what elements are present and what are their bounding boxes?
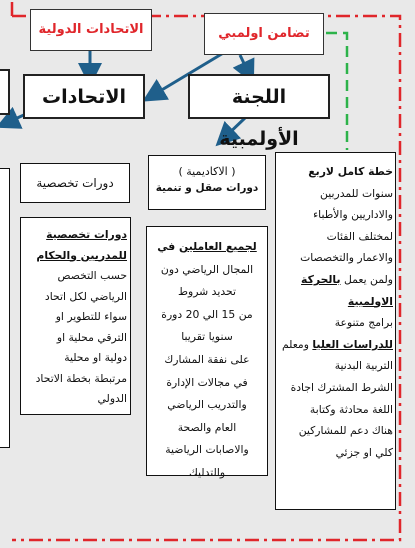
left-line-1: حسب التخصص — [57, 269, 127, 282]
specialized-courses-label: دورات تخصصية — [36, 176, 114, 190]
left-line-4: الترقي محلية او — [56, 330, 127, 344]
right-line-5b: بالحركة — [301, 272, 341, 286]
mid-line-8: العام والصحة — [177, 420, 237, 434]
olympic-committee-label: اللجنة الأولمبية — [219, 86, 299, 150]
right-line-4: والاعمار والتخصصات — [300, 251, 393, 265]
left-line-7: الدولي — [97, 392, 127, 405]
right-line-5a: ولمن يعمل — [340, 272, 393, 286]
right-line-9: التربية البدنية — [334, 359, 393, 373]
right-line-13: كلي او جزئي — [335, 445, 393, 459]
right-line-11: اللغة محادثة وكتابة — [309, 402, 393, 416]
mid-line-7: والتدريب الرياضي — [167, 398, 247, 412]
right-line-8a: للدراسات العليا — [312, 337, 393, 351]
mid-line-4: سنويا تقريبا — [181, 330, 233, 344]
left-detail-text — [24, 225, 127, 410]
offscreen-box-left — [0, 69, 10, 115]
left-line-h2: للمدربين والحكام — [36, 248, 127, 262]
right-line-10: الشرط المشترك اجادة — [290, 380, 393, 394]
mid-line-h1b: في — [157, 240, 179, 253]
right-line-12: هناك دعم للمشاركين — [298, 424, 393, 438]
academy-subtitle: دورات صقل و تنمية — [155, 182, 259, 194]
olympic-solidarity-label: تضامن اولمبي — [218, 26, 310, 41]
right-detail-text — [280, 161, 393, 463]
federations-box — [23, 74, 145, 119]
right-line-6: الاولمبية — [347, 294, 393, 308]
left-line-3: سواء للتطوير او — [55, 310, 127, 323]
mid-line-9: والاصابات الرياضية — [165, 443, 249, 457]
federations-label: الاتحادات — [42, 86, 126, 108]
right-line-h1: خطة كامل لاربع — [308, 165, 393, 178]
offscreen-box-left-2 — [0, 168, 10, 448]
academy-title: ( الاكاديمية ) — [178, 165, 236, 178]
right-line-5 — [280, 269, 393, 291]
left-line-h1: دورات تخصصية — [46, 228, 127, 241]
mid-line-5: على نفقة المشارك — [164, 352, 250, 366]
specialized-courses-box — [20, 163, 130, 203]
mid-line-6: في مجالات الإدارة — [166, 375, 248, 389]
right-line-1: سنوات للمدربين — [320, 186, 393, 200]
right-line-7: برامج متنوعة — [334, 316, 393, 330]
olympic-solidarity-box — [204, 13, 324, 55]
intl-federations-box — [30, 9, 152, 51]
right-line-3: لمختلف الفئات — [326, 229, 393, 243]
olympic-committee-box — [188, 74, 330, 150]
mid-line-h1 — [150, 236, 264, 259]
middle-detail-text — [150, 236, 264, 485]
left-line-5: دولية او محلية — [64, 351, 127, 364]
mid-line-1: المجال الرياضي دون — [160, 262, 254, 276]
right-line-8b: ومعلم — [281, 337, 313, 351]
mid-line-10: والتدليك — [188, 465, 226, 479]
left-line-2: الرياضي لكل اتحاد — [44, 289, 127, 303]
mid-line-2: تحديد شروط — [178, 285, 236, 299]
mid-line-3: من 15 الي 20 دورة — [161, 307, 253, 321]
left-line-6: مرتبطة بخطة الاتحاد — [35, 371, 127, 385]
arrow-solidarity-to-committee — [240, 55, 250, 76]
right-line-8 — [280, 334, 393, 356]
right-line-2: والاداريين والأطباء — [313, 208, 393, 222]
intl-federations-label: الاتحادات الدولية — [38, 22, 144, 37]
academy-box — [148, 155, 266, 210]
mid-line-h1a: لجميع العاملين — [179, 240, 257, 253]
